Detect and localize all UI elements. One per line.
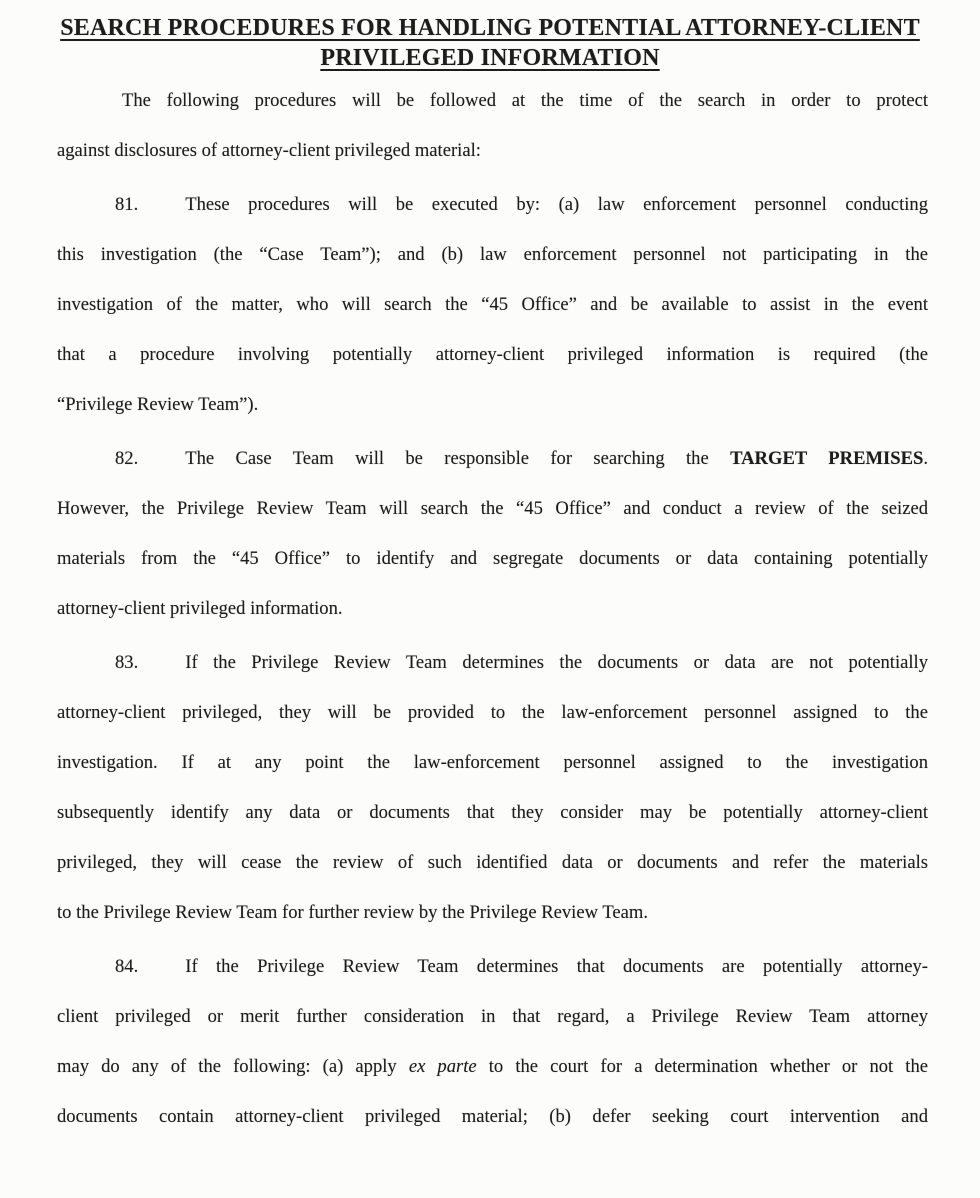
text-line: that a procedure involving potentially attorney-client privileged information is required (the	[57, 344, 928, 365]
text-line: 81. These procedures will be executed by: (a) law enforcement personnel conducting	[115, 194, 928, 215]
text-line: The following procedures will be followed at the time of the search in order to protect	[122, 90, 928, 111]
text-line: investigation of the matter, who will search the “45 Office” and be available to assist in the event	[57, 294, 928, 315]
paragraph-number: 84.	[115, 956, 139, 977]
text-line: attorney-client privileged, they will be provided to the law-enforcement personnel assigned to the	[57, 702, 928, 723]
text-line: 83. If the Privilege Review Team determines the documents or data are not potentially	[115, 652, 928, 673]
numbered-paragraph	[57, 180, 928, 430]
document-title-line-1: SEARCH PROCEDURES FOR HANDLING POTENTIAL ATTORNEY-CLIENT	[60, 15, 920, 41]
text-line: may do any of the following: (a) apply ex parte to the court for a determination whether or not the	[57, 1056, 929, 1077]
text-line: this investigation (the “Case Team”); and (b) law enforcement personnel not participating in the	[57, 244, 928, 265]
document-title-line-2: PRIVILEGED INFORMATION	[320, 45, 660, 71]
text-line: 82. The Case Team will be responsible for searching the TARGET PREMISES.	[115, 448, 928, 469]
text-line: to the Privilege Review Team for further review by the Privilege Review Team.	[57, 902, 649, 923]
numbered-paragraph	[57, 942, 928, 1142]
text-line: client privileged or merit further consideration in that regard, a Privilege Review Team attorney	[57, 1006, 928, 1027]
text-line: subsequently identify any data or documents that they consider may be potentially attorney-client	[57, 802, 928, 823]
text-line: investigation. If at any point the law-enforcement personnel assigned to the investigation	[57, 752, 928, 773]
text-line: materials from the “45 Office” to identify and segregate documents or data containing potentially	[57, 548, 928, 569]
paragraph-number: 81.	[115, 194, 139, 215]
text-line: “Privilege Review Team”).	[57, 394, 259, 415]
text-line: against disclosures of attorney-client privileged material:	[57, 140, 481, 161]
text-line: attorney-client privileged information.	[57, 598, 343, 619]
numbered-paragraph	[57, 434, 928, 634]
paragraph	[57, 76, 928, 176]
italic-text: ex parte	[408, 1056, 477, 1077]
text-line: 84. If the Privilege Review Team determines that documents are potentially attorney-	[115, 956, 928, 977]
document-body	[0, 73, 980, 1142]
paragraph-number: 82.	[115, 448, 139, 469]
bold-text: TARGET PREMISES	[730, 448, 924, 469]
document-title	[0, 0, 980, 73]
text-line: privileged, they will cease the review of such identified data or documents and refer the materials	[57, 852, 928, 873]
numbered-paragraph	[57, 638, 928, 938]
text-line: However, the Privilege Review Team will search the “45 Office” and conduct a review of the seized	[57, 498, 928, 519]
paragraph-number: 83.	[115, 652, 139, 673]
text-line: documents contain attorney-client privileged material; (b) defer seeking court intervention and	[57, 1106, 928, 1127]
